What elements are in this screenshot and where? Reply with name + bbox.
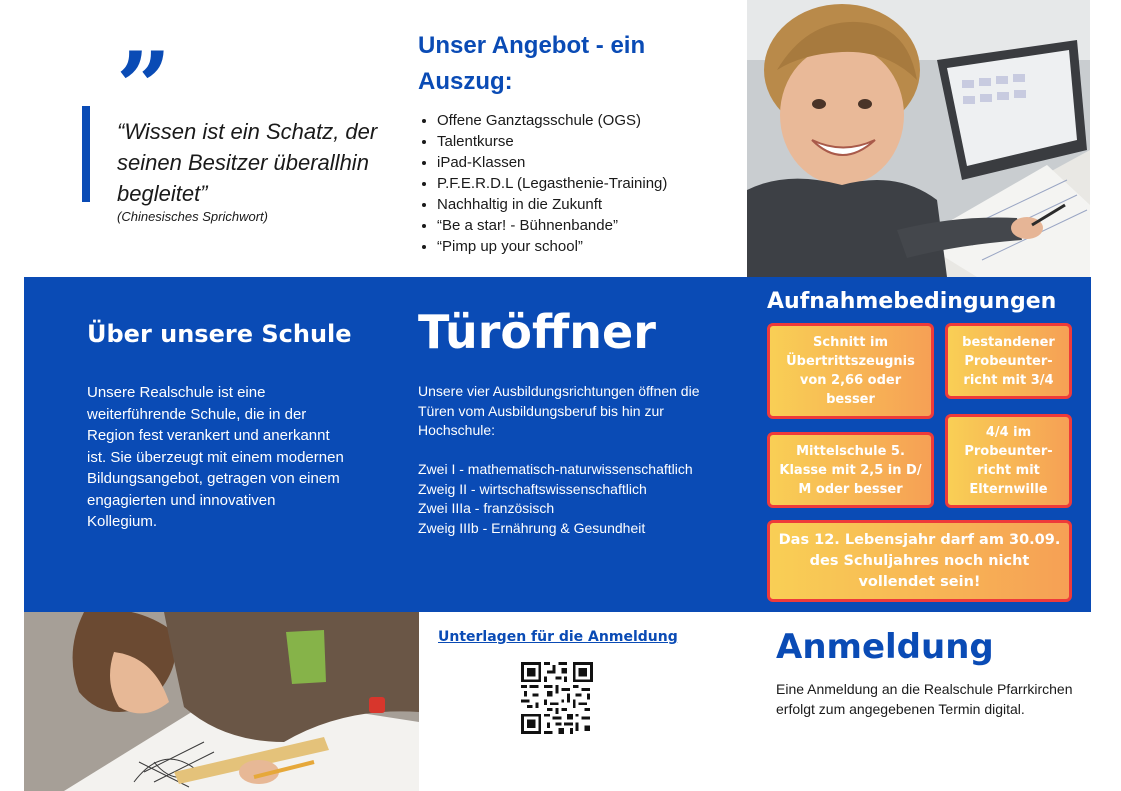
offer-item: • “Pimp up your school”: [437, 236, 667, 257]
branch-item: Zweig IIIb - Ernährung & Gesundheit: [418, 519, 646, 536]
photo-boy-with-tablet-illustration: [747, 0, 1090, 277]
branch-item: Zwei I - mathematisch-naturwissenschaftlich: [418, 461, 693, 477]
spacer: [418, 441, 728, 461]
school-title: Über unsere Schule: [87, 320, 352, 348]
offer-item: • Nachhaltig in die Zukunft: [437, 194, 667, 215]
door-intro: Unsere vier Ausbildungsrichtungen öffnen die Türen vom Ausbildungsberuf bis hin zur Hochschule:: [418, 383, 700, 438]
photo-boy-drawing: [24, 612, 419, 791]
documents-link[interactable]: Unterlagen für die Anmeldung: [438, 629, 678, 645]
photo-boy-with-tablet: [747, 0, 1090, 277]
offer-item: • iPad-Klassen: [437, 152, 667, 173]
offer-item: • P.F.E.R.D.L (Legasthenie-Training): [437, 173, 667, 194]
offer-item: • Offene Ganztagsschule (OGS): [437, 110, 667, 131]
offer-list: [418, 110, 667, 257]
admission-badge: Mittelschule 5. Klasse mit 2,5 in D/ M oder besser: [767, 432, 934, 508]
qr-code-icon[interactable]: [521, 662, 593, 734]
registration-title: Anmeldung: [776, 627, 994, 667]
offer-title: Unser Angebot - ein Auszug:: [418, 32, 646, 95]
photo-boy-drawing-illustration: [24, 612, 419, 791]
registration-text: Eine Anmeldung an die Realschule Pfarrkirchen erfolgt zum angegebenen Termin digital.: [776, 681, 1073, 717]
offer-item: • “Be a star! - Bühnenbande”: [437, 215, 667, 236]
admission-age-badge: Das 12. Lebensjahr darf am 30.09. des Schuljahres noch nicht vollendet sein!: [767, 520, 1072, 602]
admission-badge: Schnitt im Übertrittszeugnis von 2,66 oder besser: [767, 323, 934, 419]
quote-mark-icon: ”: [116, 31, 172, 144]
quote-source: (Chinesisches Sprichwort): [117, 209, 268, 224]
quote-text: “Wissen ist ein Schatz, der seinen Besitzer überallhin begleitet”: [117, 119, 378, 206]
door-title: Türöffner: [418, 305, 656, 359]
branch-item: Zweig II - wirtschaftswissenschaftlich: [418, 480, 647, 497]
door-text: [418, 382, 728, 538]
admission-badge: 4/4 im Probeunter-richt mit Elternwille: [945, 414, 1072, 508]
branch-item: Zwei IIIa - französisch: [418, 500, 555, 516]
school-text: Unsere Realschule ist eine weiterführende Schule, die in der Region fest verankert und anerkannt ist. Sie überzeugt mit einem modernen Bildungsangebot, getragen von einem engagierten und innovativen Kollegium.: [87, 384, 344, 530]
quote-bar: [82, 106, 90, 202]
offer-item: • Talentkurse: [437, 131, 667, 152]
admission-badge: bestandener Probeunter-richt mit 3/4: [945, 323, 1072, 399]
admission-title: Aufnahmebedingungen: [767, 289, 1057, 314]
